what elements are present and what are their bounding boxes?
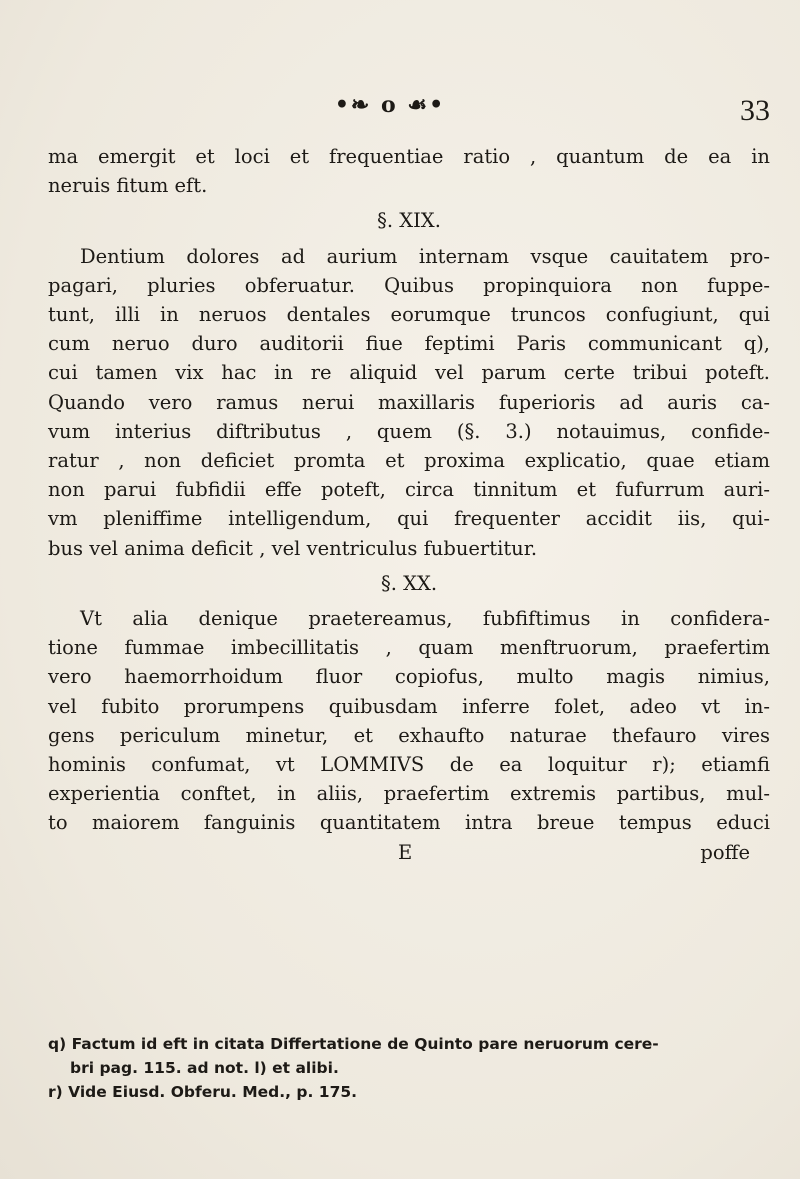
text-line: to maiorem fanguinis quantitatem intra breue tempus educi xyxy=(48,811,770,835)
text-line: vero haemorrhoidum fluor copiofus, multo magis nimius, xyxy=(48,665,770,689)
section-heading-20: §. XX. xyxy=(380,571,438,595)
text-line: Vt alia denique praetereamus, fubfiftimus in confidera- xyxy=(80,607,770,631)
text-line: neruis fitum eft. xyxy=(48,174,208,198)
footnotes xyxy=(48,1032,770,1104)
text-line: vm pleniffime intelligendum, qui frequenter accidit iis, qui- xyxy=(48,507,770,531)
text-line: non parui fubfidii effe poteft, circa tinnitum et fufurrum auri- xyxy=(48,478,770,502)
text-line: experientia conftet, in aliis, praefertim extremis partibus, mul- xyxy=(48,782,770,806)
text-line: tunt, illi in neruos dentales eorumque truncos confugiunt, qui xyxy=(48,303,770,327)
text-line: bus vel anima deficit , vel ventriculus fubuertitur. xyxy=(48,536,538,560)
text-line: pagari, pluries obferuatur. Quibus propinquiora non fuppe- xyxy=(48,273,770,297)
section-heading-19: §. XIX. xyxy=(377,209,441,233)
page-number: 33 xyxy=(740,94,770,127)
page-header xyxy=(0,92,800,132)
text-line: ratur , non deficiet promta et proxima explicatio, quae etiam xyxy=(48,449,770,473)
text-line: vel fubito prorumpens quibusdam inferre folet, adeo vt in- xyxy=(48,694,770,718)
text-line: cui tamen vix hac in re aliquid vel parum certe tribui poteft. xyxy=(48,361,770,385)
catchword: poffe xyxy=(700,840,750,864)
main-text xyxy=(48,142,770,867)
text-line: tione fummae imbecillitatis , quam menftruorum, praefertim xyxy=(48,636,770,660)
signature-mark: E xyxy=(398,840,413,864)
text-line: vum interius diftributus , quem (§. 3.) notauimus, confide- xyxy=(48,419,770,443)
signature-line xyxy=(48,838,770,867)
footnote-r: r) Vide Eiusd. Obferu. Med., p. 175. xyxy=(48,1083,358,1101)
text-line: gens periculum minetur, et exhaufto naturae thefauro vires xyxy=(48,723,770,747)
text-line: cum neruo duro auditorii fiue feptimi Paris communicant q), xyxy=(48,332,770,356)
text-line: Dentium dolores ad aurium internam vsque cauitatem pro- xyxy=(80,244,770,268)
text-line: ma emergit et loci et frequentiae ratio , quantum de ea in xyxy=(48,145,770,168)
footnote-q: q) Factum id eft in citata Differtatione de Quinto pare neruorum cere- xyxy=(48,1035,659,1053)
footnote-q-continued: bri pag. 115. ad not. l) et alibi. xyxy=(70,1059,339,1077)
text-line: Quando vero ramus nerui maxillaris fuperioris ad auris ca- xyxy=(48,390,770,414)
text-line: hominis confumat, vt LOMMIVS de ea loquitur r); etiamfi xyxy=(48,753,770,777)
header-ornament: •❧ o ☙• xyxy=(334,92,446,118)
